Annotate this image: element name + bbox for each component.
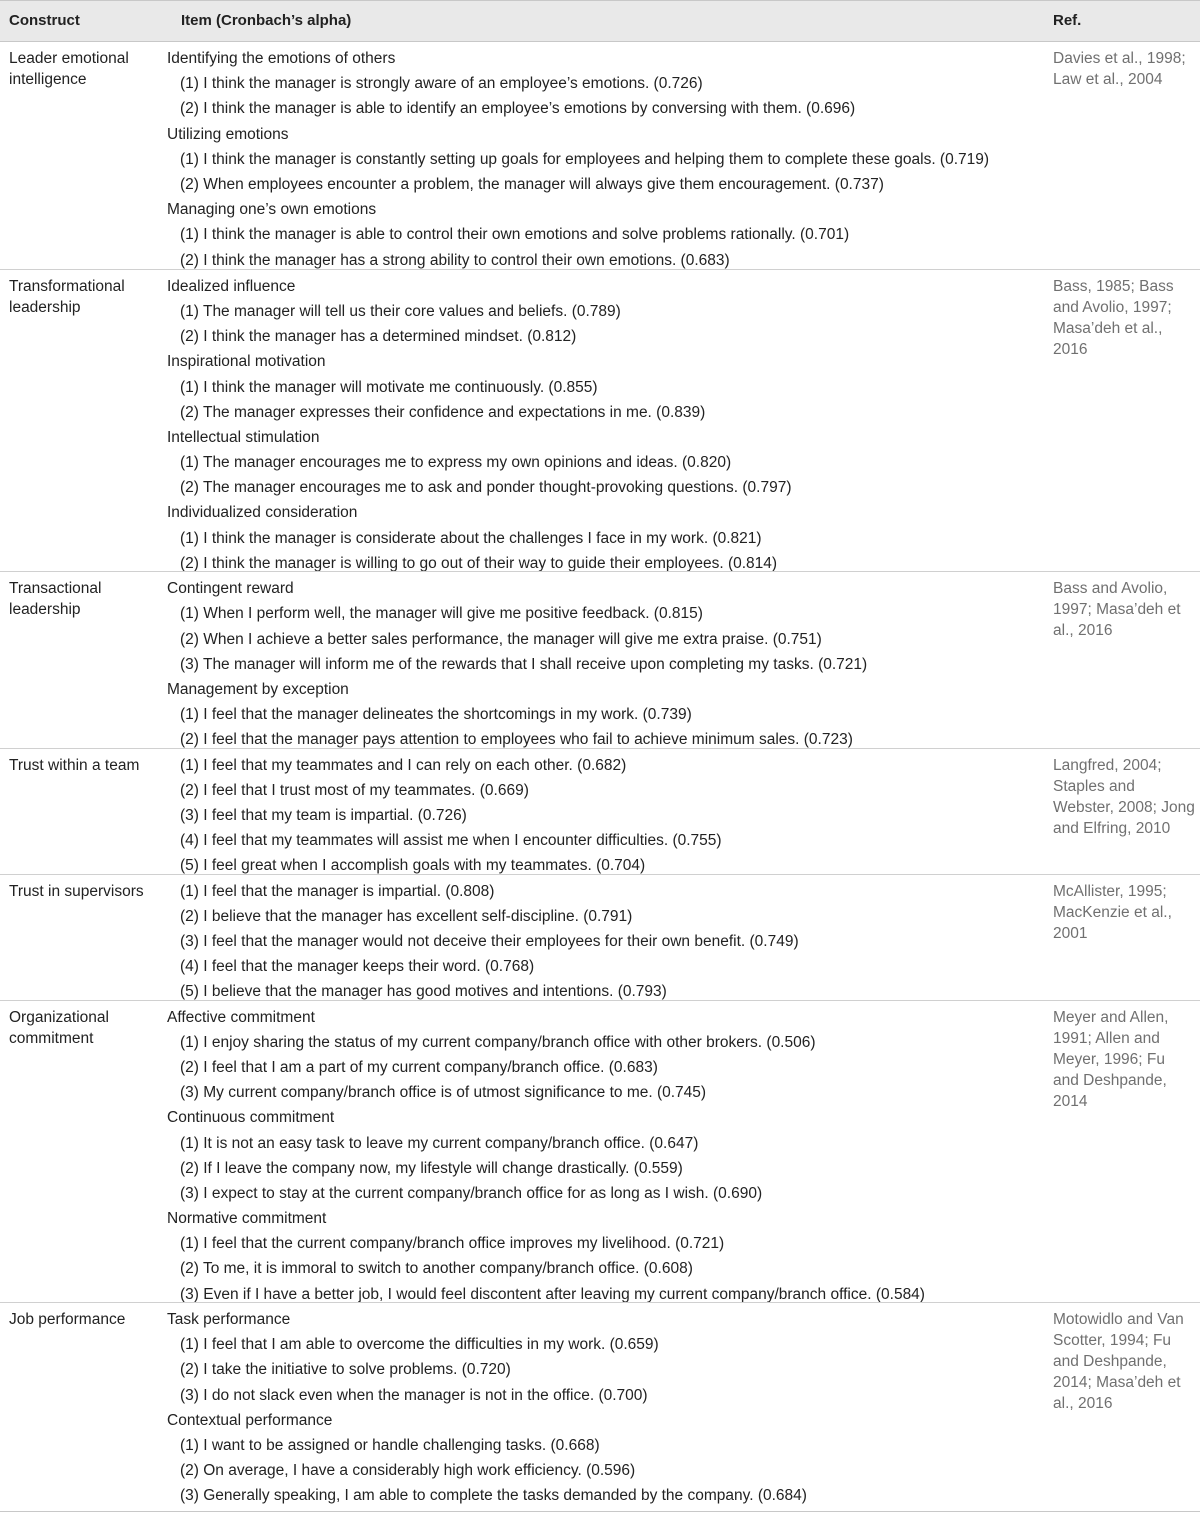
item-line: (1) I think the manager is considerate about the challenges I face in my work. (0.821) xyxy=(180,529,762,547)
items-cell xyxy=(167,276,1047,578)
header-construct: Construct xyxy=(9,12,80,29)
item-line: (2) The manager expresses their confidence and expectations in me. (0.839) xyxy=(180,403,706,421)
item-line: (2) I feel that I trust most of my teammates. (0.669) xyxy=(180,781,529,799)
subconstruct-heading: Intellectual stimulation xyxy=(167,428,320,446)
construct-cell: Leader emotional intelligence xyxy=(9,50,129,88)
item-line: (3) I feel that the manager would not deceive their employees for their own benefit. (0.749) xyxy=(180,932,799,950)
table-row xyxy=(0,748,1200,876)
subconstruct-heading: Individualized consideration xyxy=(167,504,358,522)
items-cell xyxy=(167,578,1047,754)
reference-cell: Davies et al., 1998; Law et al., 2004 xyxy=(1053,50,1186,88)
reference-cell: Langfred, 2004; Staples and Webster, 2008; Jong and Elfring, 2010 xyxy=(1053,756,1195,837)
item-line: (1) I want to be assigned or handle challenging tasks. (0.668) xyxy=(180,1436,600,1454)
item-line: (5) I feel great when I accomplish goals with my teammates. (0.704) xyxy=(180,857,646,875)
subconstruct-heading: Affective commitment xyxy=(167,1008,315,1026)
construct-cell: Trust within a team xyxy=(9,756,140,774)
reference-cell: Bass and Avolio, 1997; Masa’deh et al., 2016 xyxy=(1053,580,1181,640)
table-row xyxy=(0,42,1200,270)
item-line: (3) Generally speaking, I am able to complete the tasks demanded by the company. (0.684) xyxy=(180,1487,807,1505)
subconstruct-heading: Contextual performance xyxy=(167,1411,333,1429)
construct-cell: Job performance xyxy=(9,1311,126,1328)
item-line: (2) On average, I have a considerably high work efficiency. (0.596) xyxy=(180,1462,636,1480)
items-cell xyxy=(167,881,1047,1007)
item-line: (2) I feel that the manager pays attention to employees who fail to achieve minimum sales. (0.723) xyxy=(180,731,853,749)
item-line: (2) I think the manager has a strong ability to control their own emotions. (0.683) xyxy=(180,251,730,269)
item-line: (1) I enjoy sharing the status of my current company/branch office with other brokers. (0.506) xyxy=(180,1033,816,1051)
items-cell xyxy=(167,755,1047,881)
item-line: (1) I feel that my teammates and I can rely on each other. (0.682) xyxy=(180,756,627,774)
reference-cell: Bass, 1985; Bass and Avolio, 1997; Masa’deh et al., 2016 xyxy=(1053,277,1174,358)
reference-cell: McAllister, 1995; MacKenzie et al., 2001 xyxy=(1053,882,1172,942)
item-line: (1) The manager will tell us their core values and beliefs. (0.789) xyxy=(180,302,621,320)
item-line: (1) I feel that I am able to overcome the difficulties in my work. (0.659) xyxy=(180,1336,659,1354)
item-line: (2) When employees encounter a problem, the manager will always give them encouragement. (0.737) xyxy=(180,175,884,193)
item-line: (1) When I perform well, the manager will give me positive feedback. (0.815) xyxy=(180,605,703,623)
reference-cell: Motowidlo and Van Scotter, 1994; Fu and Deshpande, 2014; Masa’deh et al., 2016 xyxy=(1053,1311,1184,1412)
item-line: (2) To me, it is immoral to switch to another company/branch office. (0.608) xyxy=(180,1260,693,1278)
item-line: (3) I do not slack even when the manager is not in the office. (0.700) xyxy=(180,1386,648,1404)
items-cell xyxy=(167,1007,1047,1309)
subconstruct-heading: Identifying the emotions of others xyxy=(167,50,396,67)
item-line: (2) I take the initiative to solve problems. (0.720) xyxy=(180,1361,511,1379)
item-line: (3) I expect to stay at the current company/branch office for as long as I wish. (0.690) xyxy=(180,1184,763,1202)
item-line: (4) I feel that my teammates will assist me when I encounter difficulties. (0.755) xyxy=(180,832,722,850)
table-row xyxy=(0,1302,1200,1506)
item-line: (2) The manager encourages me to ask and ponder thought-provoking questions. (0.797) xyxy=(180,479,792,497)
item-line: (2) I feel that I am a part of my current company/branch office. (0.683) xyxy=(180,1058,658,1076)
table-row xyxy=(0,1000,1200,1304)
reference-cell: Meyer and Allen, 1991; Allen and Meyer, 1996; Fu and Deshpande, 2014 xyxy=(1053,1008,1169,1110)
construct-cell: Transformational leadership xyxy=(9,277,125,316)
construct-cell: Trust in supervisors xyxy=(9,882,144,900)
subconstruct-heading: Utilizing emotions xyxy=(167,125,289,143)
subconstruct-heading: Managing one’s own emotions xyxy=(167,201,377,219)
item-line: (1) The manager encourages me to express my own opinions and ideas. (0.820) xyxy=(180,454,732,472)
item-line: (1) It is not an easy task to leave my current company/branch office. (0.647) xyxy=(180,1134,699,1152)
subconstruct-heading: Contingent reward xyxy=(167,580,294,598)
item-line: (3) Even if I have a better job, I would feel discontent after leaving my current company/branch office. (0.584) xyxy=(180,1285,925,1303)
item-line: (2) I think the manager has a determined mindset. (0.812) xyxy=(180,328,577,346)
item-line: (1) I think the manager is able to control their own emotions and solve problems rationally. (0.701) xyxy=(180,226,850,244)
table-bottom-rule xyxy=(0,1511,1200,1512)
header-item: Item (Cronbach’s alpha) xyxy=(181,12,352,29)
items-cell xyxy=(167,1309,1047,1511)
subconstruct-heading: Management by exception xyxy=(167,680,349,698)
item-line: (3) I feel that my team is impartial. (0.726) xyxy=(180,806,467,824)
item-line: (2) I think the manager is able to identify an employee’s emotions by conversing with them. (0.696) xyxy=(180,100,856,118)
construct-cell: Transactional leadership xyxy=(9,580,102,619)
table-header xyxy=(0,0,1200,42)
construct-cell: Organizational commitment xyxy=(9,1008,109,1047)
header-ref: Ref. xyxy=(1053,12,1082,29)
item-line: (4) I feel that the manager keeps their word. (0.768) xyxy=(180,958,535,976)
item-line: (2) I believe that the manager has excellent self-discipline. (0.791) xyxy=(180,907,633,925)
subconstruct-heading: Continuous commitment xyxy=(167,1109,335,1127)
item-line: (1) I think the manager is strongly aware of an employee’s emotions. (0.726) xyxy=(180,75,703,93)
table-row xyxy=(0,269,1200,573)
item-line: (1) I feel that the manager is impartial. (0.808) xyxy=(180,882,495,900)
item-line: (2) When I achieve a better sales performance, the manager will give me extra praise. (0.751) xyxy=(180,630,822,648)
subconstruct-heading: Normative commitment xyxy=(167,1210,327,1228)
subconstruct-heading: Task performance xyxy=(167,1311,291,1328)
items-cell xyxy=(167,48,1047,275)
item-line: (3) The manager will inform me of the rewards that I shall receive upon completing my tasks. (0.721) xyxy=(180,655,868,673)
item-line: (2) If I leave the company now, my lifestyle will change drastically. (0.559) xyxy=(180,1159,683,1177)
item-line: (1) I feel that the manager delineates the shortcomings in my work. (0.739) xyxy=(180,706,692,724)
item-line: (1) I feel that the current company/branch office improves my livelihood. (0.721) xyxy=(180,1235,725,1253)
table-row xyxy=(0,874,1200,1002)
subconstruct-heading: Idealized influence xyxy=(167,277,296,295)
item-line: (1) I think the manager is constantly setting up goals for employees and helping them to complete these goals. (0.719) xyxy=(180,150,990,168)
table-row xyxy=(0,571,1200,749)
item-line: (5) I believe that the manager has good motives and intentions. (0.793) xyxy=(180,983,667,1001)
subconstruct-heading: Inspirational motivation xyxy=(167,353,326,371)
item-line: (3) My current company/branch office is of utmost significance to me. (0.745) xyxy=(180,1084,707,1102)
item-line: (1) I think the manager will motivate me continuously. (0.855) xyxy=(180,378,598,396)
item-line: (2) I think the manager is willing to go out of their way to guide their employees. (0.814) xyxy=(180,554,778,572)
